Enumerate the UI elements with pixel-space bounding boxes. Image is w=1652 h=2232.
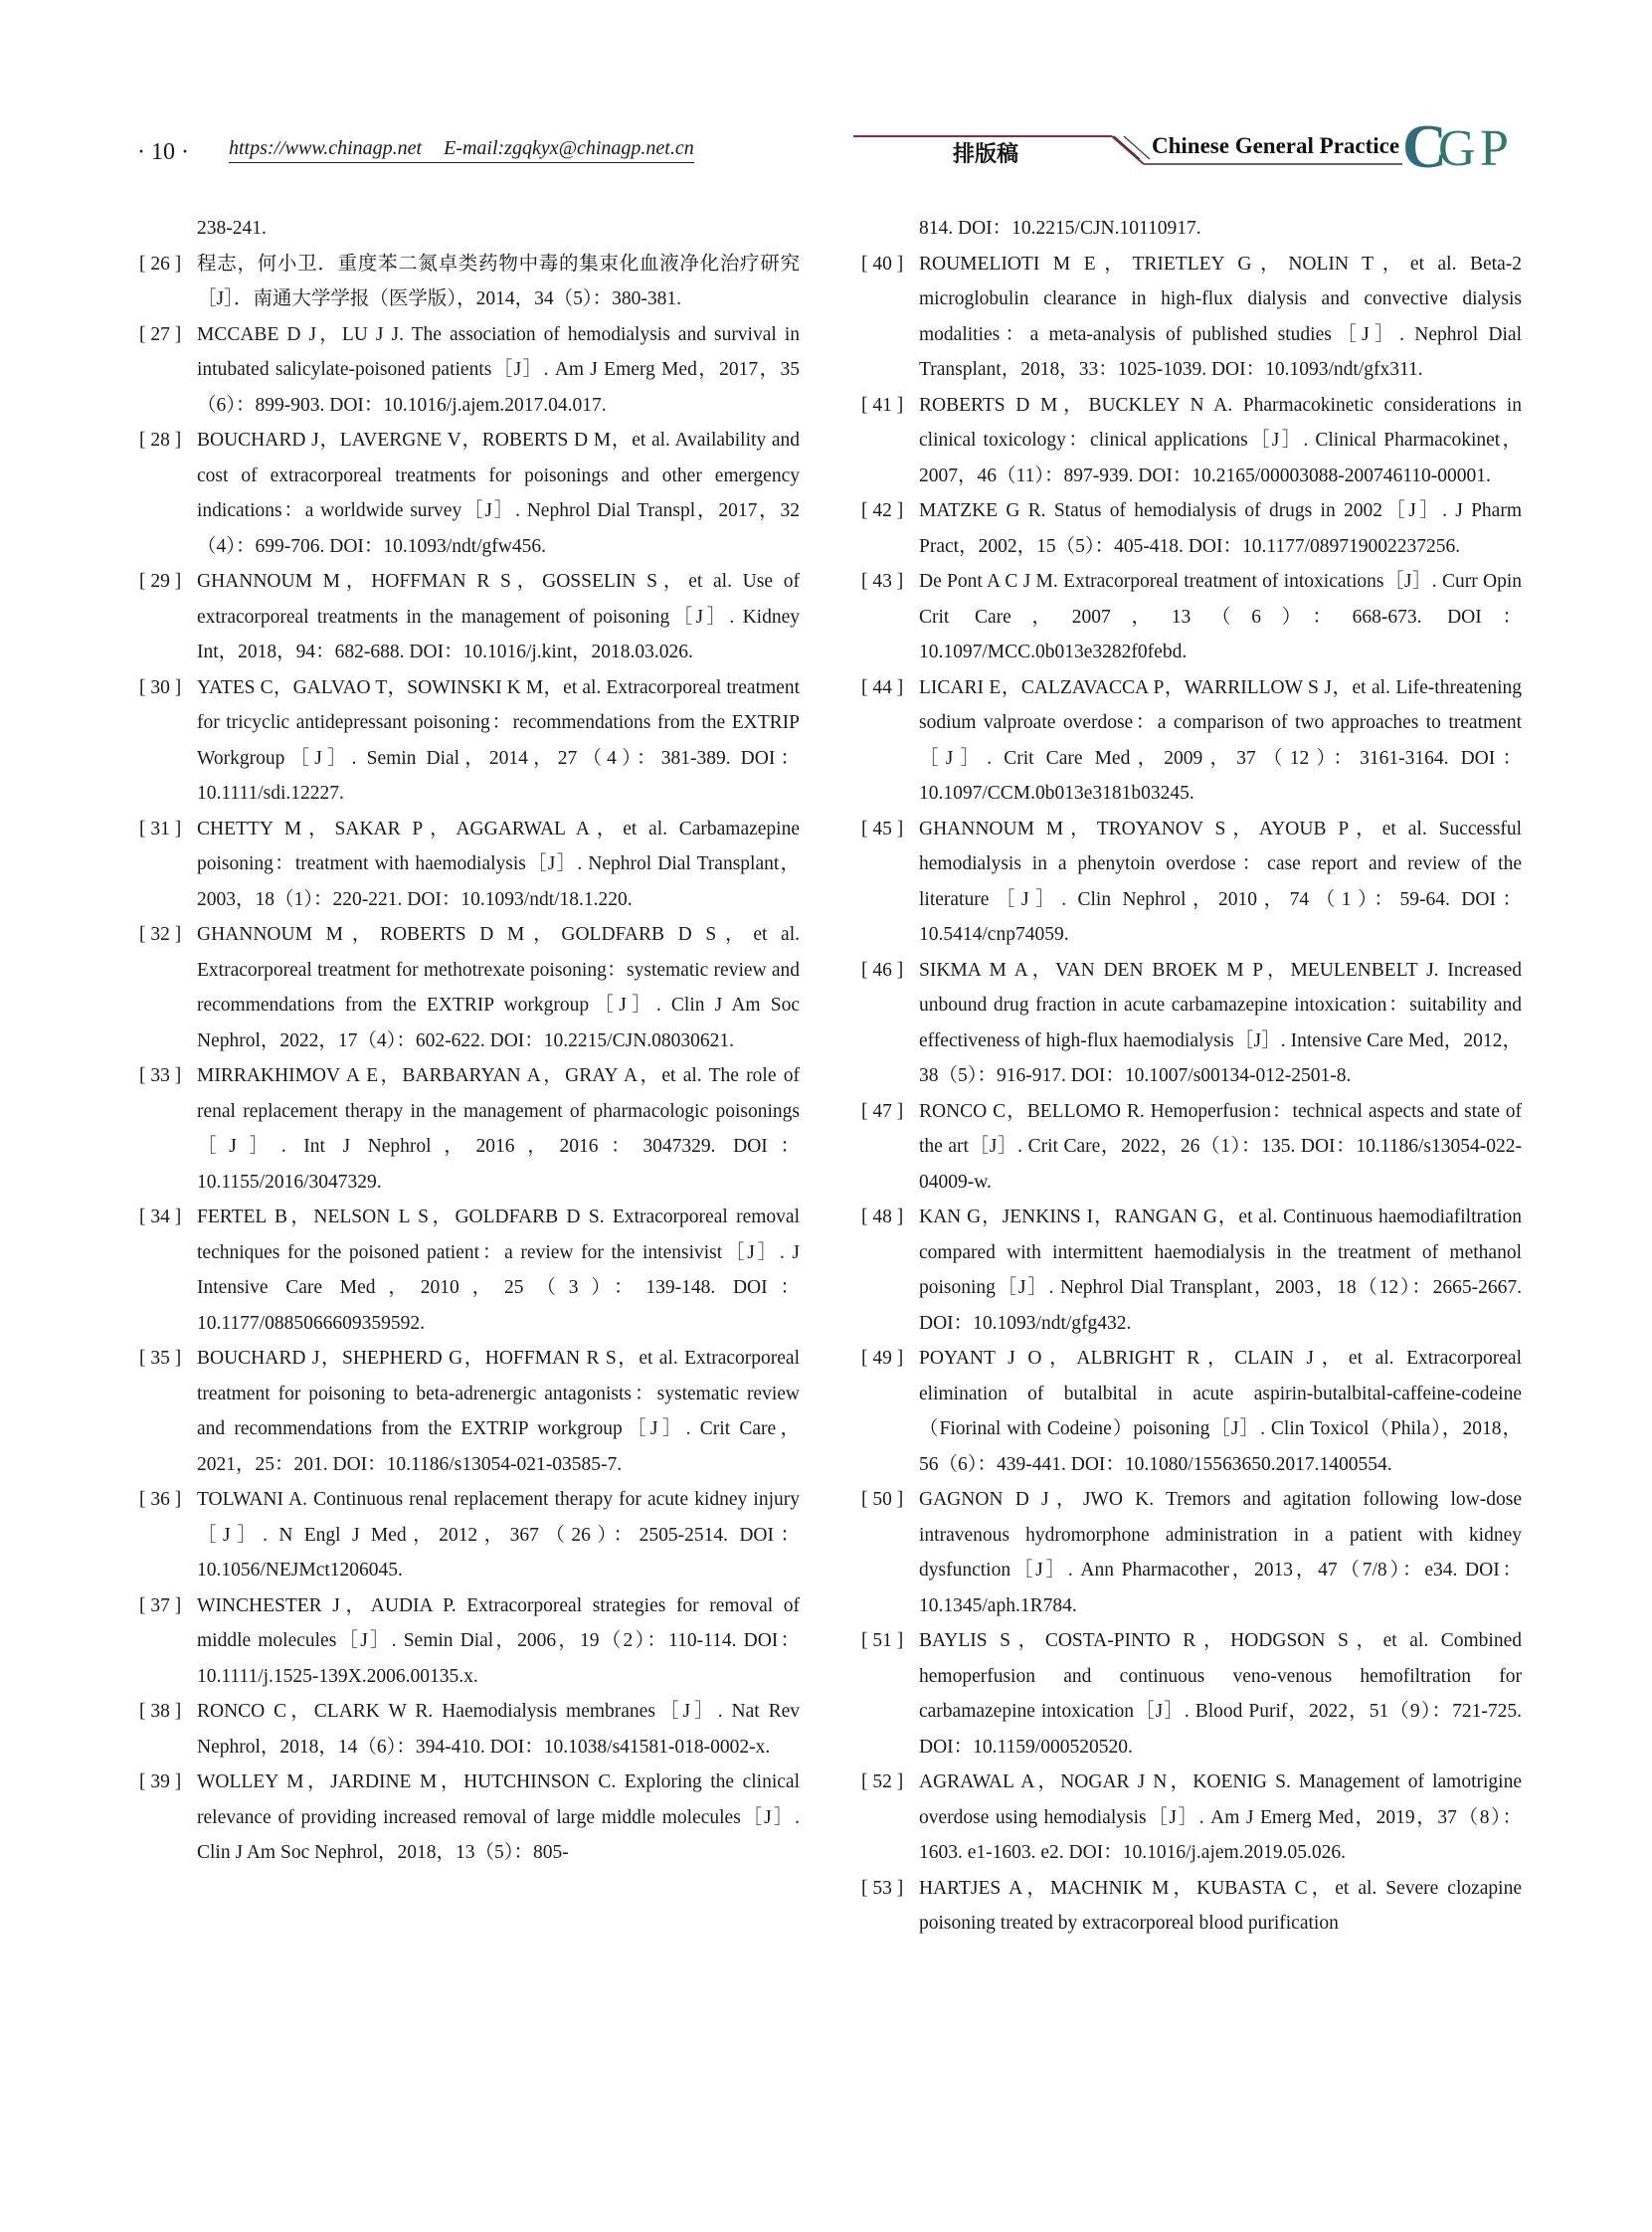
reference-number: [ 31 ] bbox=[139, 818, 182, 839]
reference-item bbox=[861, 211, 1522, 247]
reference-item bbox=[139, 917, 800, 1058]
reference-item bbox=[139, 1765, 800, 1871]
reference-number: [ 47 ] bbox=[861, 1100, 904, 1122]
reference-text: MIRRAKHIMOV A E，BARBARYAN A，GRAY A，et al. The role of renal replacement therapy in the management of pharmacologic poisonings［J］. Int J Nephrol，2016，2016：3047329. DOI：10.1155/2016/3047329. bbox=[197, 1065, 800, 1193]
reference-item bbox=[861, 1765, 1522, 1871]
reference-item bbox=[139, 564, 800, 670]
reference-number: [ 42 ] bbox=[861, 500, 904, 521]
reference-text: 程志，何小卫．重度苯二氮卓类药物中毒的集束化血液净化治疗研究［J］．南通大学学报（医学版），2014，34（5）：380-381. bbox=[197, 253, 800, 309]
journal-name: Chinese General Practice bbox=[1152, 133, 1400, 158]
reference-text: GHANNOUM M，HOFFMAN R S，GOSSELIN S，et al. Use of extracorporeal treatments in the management of poisoning［J］. Kidney Int，2018，94：682-688. DOI：10.1016/j.kint，2018.03.026. bbox=[197, 571, 800, 662]
reference-text: YATES C，GALVAO T，SOWINSKI K M，et al. Extracorporeal treatment for tricyclic antidepressant poisoning：recommendations from the EXTRIP Workgroup［J］. Semin Dial，2014，27（4）：381-389. DOI：10.1111/sdi.12227. bbox=[197, 676, 800, 804]
draft-label: 排版稿 bbox=[953, 142, 1019, 167]
reference-item bbox=[861, 1871, 1522, 1942]
reference-number: [ 38 ] bbox=[139, 1701, 182, 1722]
reference-number: [ 52 ] bbox=[861, 1771, 904, 1792]
reference-text: AGRAWAL A，NOGAR J N，KOENIG S. Management of lamotrigine overdose using hemodialysis［J］. Am J Emerg Med，2019，37（8）：1603. e1-1603. e2. DOI：10.1016/j.ajem.2019.05.026. bbox=[919, 1771, 1522, 1863]
reference-item bbox=[139, 211, 800, 247]
reference-text: POYANT J O，ALBRIGHT R，CLAIN J，et al. Extracorporeal elimination of butalbital in acute aspirin-butalbital-caffeine-codeine（Fiorinal with Codeine）poisoning［J］. Clin Toxicol（Phila），2018，56（6）：439-441. DOI：10.1080/15563650.2017.1400554. bbox=[919, 1348, 1522, 1475]
reference-item bbox=[861, 1094, 1522, 1201]
reference-text: BOUCHARD J，SHEPHERD G，HOFFMAN R S，et al. Extracorporeal treatment for poisoning to beta-adrenergic antagonists：systematic review and recommendations from the EXTRIP workgroup［J］. Crit Care，2021，25：201. DOI：10.1186/s13054-021-03585-7. bbox=[197, 1348, 800, 1475]
svg-text:P: P bbox=[1480, 120, 1509, 175]
reference-number: [ 27 ] bbox=[139, 323, 182, 345]
reference-item bbox=[139, 317, 800, 424]
reference-number: [ 41 ] bbox=[861, 394, 904, 416]
svg-text:G: G bbox=[1438, 120, 1476, 175]
reference-item bbox=[139, 1588, 800, 1695]
reference-item bbox=[139, 1482, 800, 1588]
reference-list-right bbox=[861, 211, 1522, 1942]
reference-number: [ 39 ] bbox=[139, 1771, 182, 1792]
reference-number: [ 26 ] bbox=[139, 253, 182, 275]
journal-email[interactable]: E-mail:zgqkyx@chinagp.net.cn bbox=[444, 137, 694, 159]
reference-number: [ 30 ] bbox=[139, 676, 182, 698]
reference-text: CHETTY M，SAKAR P，AGGARWAL A，et al. Carbamazepine poisoning：treatment with haemodialysis［J］. Nephrol Dial Transplant，2003，18（1）：220-221. DOI：10.1093/ndt/18.1.220. bbox=[197, 818, 800, 910]
reference-number: [ 36 ] bbox=[139, 1489, 182, 1510]
reference-text: 238-241. bbox=[197, 218, 267, 239]
reference-item bbox=[139, 1341, 800, 1482]
reference-item bbox=[139, 1200, 800, 1341]
reference-text: MATZKE G R. Status of hemodialysis of drugs in 2002［J］. J Pharm Pract，2002，15（5）：405-418. DOI：10.1177/089719002237256. bbox=[919, 500, 1522, 557]
reference-number: [ 35 ] bbox=[139, 1348, 182, 1369]
reference-text: SIKMA M A，VAN DEN BROEK M P，MEULENBELT J. Increased unbound drug fraction in acute carbamazepine intoxication：suitability and effectiveness of high-flux haemodialysis［J］. Intensive Care Med，2012，38（5）：916-917. DOI：10.1007/s00134-012-2501-8. bbox=[919, 959, 1522, 1086]
reference-text: TOLWANI A. Continuous renal replacement therapy for acute kidney injury［J］. N Engl J Med，2012，367（26）：2505-2514. DOI：10.1056/NEJMct1206045. bbox=[197, 1489, 800, 1581]
reference-number: [ 28 ] bbox=[139, 430, 182, 451]
reference-item bbox=[861, 564, 1522, 670]
reference-text: ROUMELIOTI M E，TRIETLEY G，NOLIN T，et al. Beta-2 microglobulin clearance in high-flux dialysis and convective dialysis modalities：a meta-analysis of published studies［J］. Nephrol Dial Transplant，2018，33：1025-1039. DOI：10.1093/ndt/gfx311. bbox=[919, 253, 1522, 380]
reference-text: GHANNOUM M，ROBERTS D M，GOLDFARB D S，et al. Extracorporeal treatment for methotrexate poisoning：systematic review and recommendations from the EXTRIP workgroup［J］. Clin J Am Soc Nephrol，2022，17（4）：602-622. DOI：10.2215/CJN.08030621. bbox=[197, 924, 800, 1051]
cgp-logo-icon bbox=[1402, 115, 1532, 175]
reference-item bbox=[139, 423, 800, 564]
reference-number: [ 29 ] bbox=[139, 571, 182, 592]
reference-text: WINCHESTER J，AUDIA P. Extracorporeal strategies for removal of middle molecules［J］. Semin Dial，2006，19（2）：110-114. DOI：10.1111/j.1525-139X.2006.00135.x. bbox=[197, 1594, 800, 1687]
reference-number: [ 51 ] bbox=[861, 1630, 904, 1651]
reference-text: FERTEL B，NELSON L S，GOLDFARB D S. Extracorporeal removal techniques for the poisoned patient：a review for the intensivist［J］. J Intensive Care Med，2010，25（3）：139-148. DOI：10.1177/0885066609359592. bbox=[197, 1207, 800, 1334]
reference-item bbox=[861, 1623, 1522, 1765]
page-number: · 10 · bbox=[137, 139, 189, 165]
reference-number: [ 53 ] bbox=[861, 1877, 904, 1899]
reference-text: HARTJES A，MACHNIK M，KUBASTA C，et al. Severe clozapine poisoning treated by extracorporeal blood purification bbox=[919, 1877, 1522, 1934]
reference-text: GAGNON D J，JWO K. Tremors and agitation following low-dose intravenous hydromorphone administration in a patient with kidney dysfunction［J］. Ann Pharmacother，2013，47（7/8）：e34. DOI：10.1345/aph.1R784. bbox=[919, 1489, 1522, 1616]
reference-text: BAYLIS S，COSTA-PINTO R，HODGSON S，et al. Combined hemoperfusion and continuous veno-venous hemofiltration for carbamazepine intoxication［J］. Blood Purif，2022，51（9）：721-725. DOI：10.1159/000520520. bbox=[919, 1630, 1522, 1758]
reference-number: [ 40 ] bbox=[861, 253, 904, 275]
reference-number: [ 49 ] bbox=[861, 1348, 904, 1369]
reference-number: [ 46 ] bbox=[861, 959, 904, 981]
reference-text: BOUCHARD J，LAVERGNE V，ROBERTS D M，et al. Availability and cost of extracorporeal treatments for poisonings and other emergency indications：a worldwide survey［J］. Nephrol Dial Transpl，2017，32（4）：699-706. DOI：10.1093/ndt/gfw456. bbox=[197, 430, 800, 557]
reference-item bbox=[139, 1058, 800, 1200]
reference-text: KAN G，JENKINS I，RANGAN G，et al. Continuous haemodiafiltration compared with intermittent haemodialysis in the treatment of methanol poisoning［J］. Nephrol Dial Transplant，2003，18（12）：2665-2667. DOI：10.1093/ndt/gfg432. bbox=[919, 1207, 1522, 1334]
reference-number: [ 45 ] bbox=[861, 818, 904, 839]
reference-number: [ 37 ] bbox=[139, 1594, 182, 1616]
reference-item bbox=[861, 388, 1522, 494]
reference-item bbox=[139, 812, 800, 918]
reference-item bbox=[861, 670, 1522, 812]
reference-number: [ 43 ] bbox=[861, 571, 904, 592]
page-header bbox=[0, 0, 1652, 189]
reference-item bbox=[861, 1341, 1522, 1482]
reference-text: De Pont A C J M. Extracorporeal treatment of intoxications［J］. Curr Opin Crit Care，2007，13（6）：668-673. DOI：10.1097/MCC.0b013e3282f0febd. bbox=[919, 571, 1522, 662]
reference-number: [ 48 ] bbox=[861, 1207, 904, 1227]
reference-text: RONCO C，CLARK W R. Haemodialysis membranes［J］. Nat Rev Nephrol，2018，14（6）：394-410. DOI：10.1038/s41581-018-0002-x. bbox=[197, 1701, 800, 1758]
reference-item bbox=[139, 1694, 800, 1765]
svg-text:C: C bbox=[1402, 115, 1447, 175]
reference-text: LICARI E，CALZAVACCA P，WARRILLOW S J，et al. Life-threatening sodium valproate overdose：a comparison of two approaches to treatment［J］. Crit Care Med，2009，37（12）：3161-3164. DOI：10.1097/CCM.0b013e3181b03245. bbox=[919, 676, 1522, 804]
reference-item bbox=[861, 493, 1522, 564]
reference-item bbox=[861, 1482, 1522, 1623]
reference-number: [ 33 ] bbox=[139, 1065, 182, 1086]
reference-item bbox=[139, 247, 800, 317]
journal-url[interactable]: https://www.chinagp.net bbox=[229, 137, 423, 159]
reference-text: RONCO C，BELLOMO R. Hemoperfusion：technical aspects and state of the art［J］. Crit Care，2022，26（1）：135. DOI：10.1186/s13054-022-04009-w. bbox=[919, 1100, 1522, 1193]
reference-number: [ 50 ] bbox=[861, 1489, 904, 1510]
reference-text: 814. DOI：10.2215/CJN.10110917. bbox=[919, 218, 1201, 239]
reference-item bbox=[861, 953, 1522, 1094]
reference-item bbox=[139, 670, 800, 812]
reference-number: [ 34 ] bbox=[139, 1207, 182, 1227]
reference-item bbox=[861, 247, 1522, 388]
reference-text: WOLLEY M，JARDINE M，HUTCHINSON C. Exploring the clinical relevance of providing increased removal of large middle molecules［J］. Clin J Am Soc Nephrol，2018，13（5）：805- bbox=[197, 1771, 800, 1863]
reference-number: [ 44 ] bbox=[861, 676, 904, 698]
reference-text: MCCABE D J，LU J J. The association of hemodialysis and survival in intubated salicylate-poisoned patients［J］. Am J Emerg Med，2017，35（6）：899-903. DOI：10.1016/j.ajem.2017.04.017. bbox=[197, 323, 800, 416]
reference-text: ROBERTS D M，BUCKLEY N A. Pharmacokinetic considerations in clinical toxicology：clinical applications［J］. Clinical Pharmacokinet，2007，46（11）：897-939. DOI：10.2165/00003088-200746110-00001. bbox=[919, 394, 1522, 486]
reference-item bbox=[861, 1200, 1522, 1341]
reference-list-left bbox=[139, 211, 800, 1871]
reference-number: [ 32 ] bbox=[139, 924, 182, 945]
reference-item bbox=[861, 812, 1522, 953]
reference-text: GHANNOUM M，TROYANOV S，AYOUB P，et al. Successful hemodialysis in a phenytoin overdose：case report and review of the literature［J］. Clin Nephrol，2010，74（1）：59-64. DOI：10.5414/cnp74059. bbox=[919, 818, 1522, 945]
